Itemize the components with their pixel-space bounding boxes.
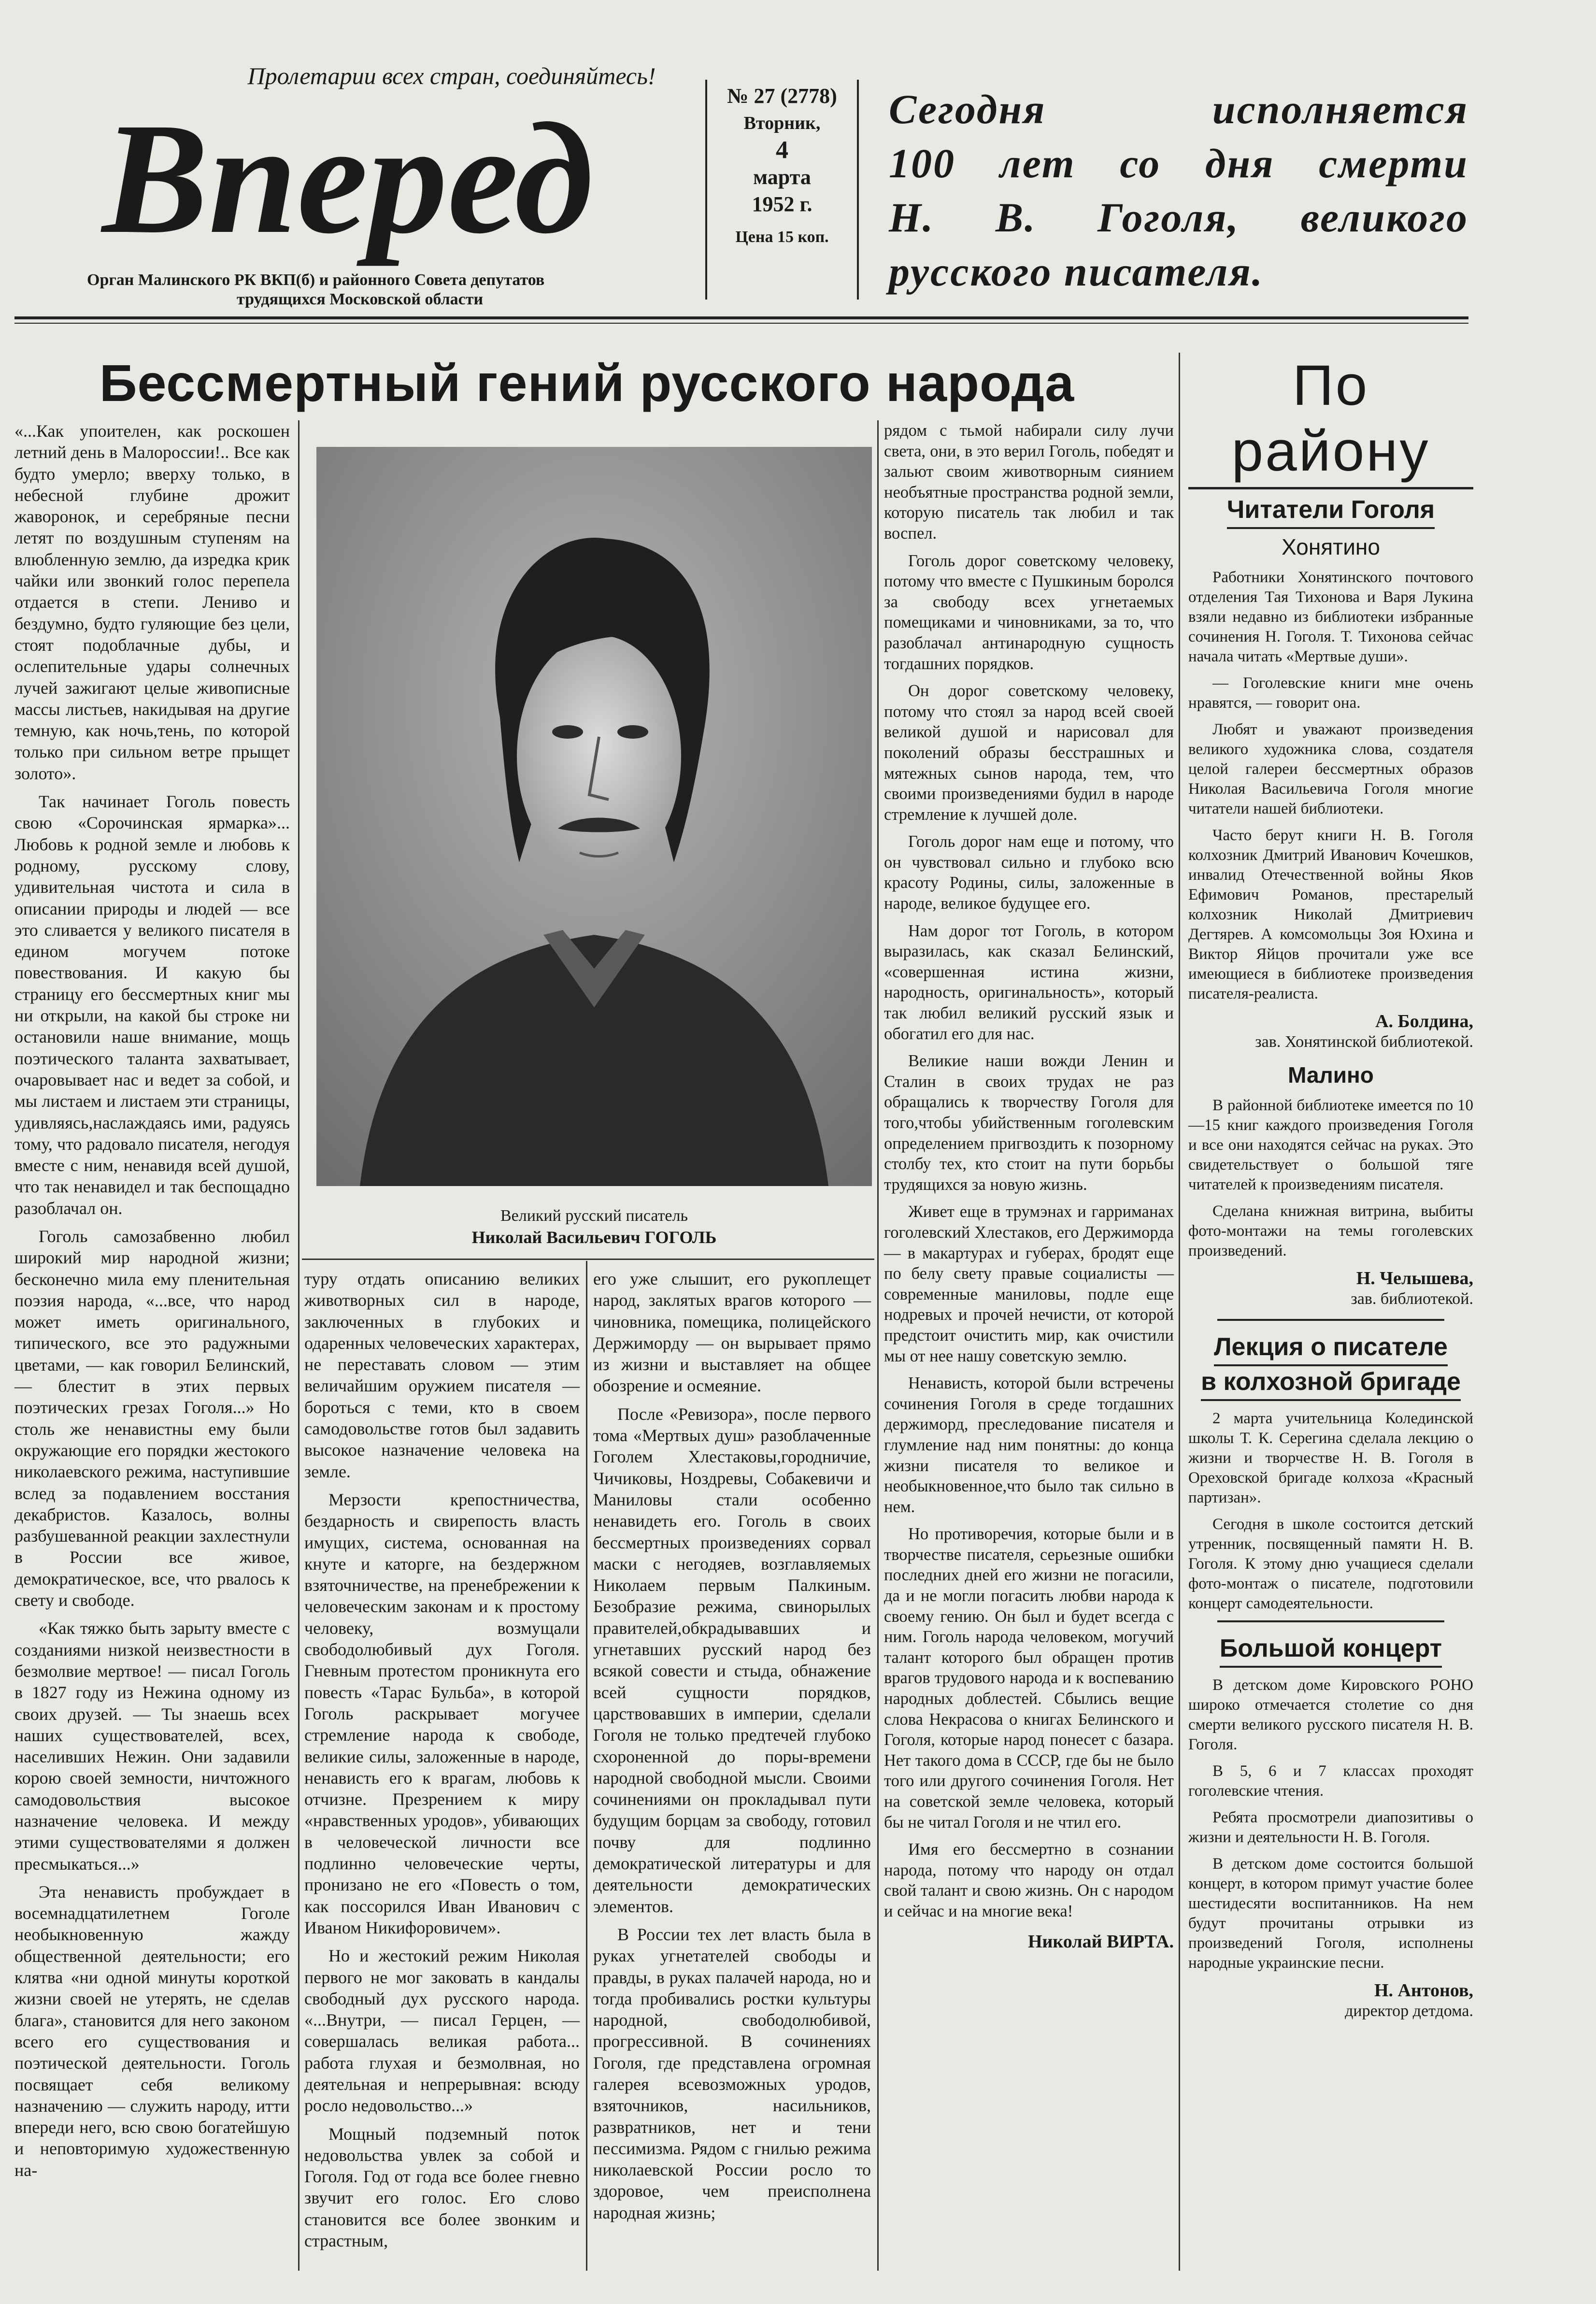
masthead-rule <box>14 316 1468 319</box>
announcement-line-2: 100 лет со дня смерти <box>889 140 1468 186</box>
s3-para-1: 2 марта учительница Колединской школы Т. К. Серегина сделала лекцию о жизни и творчестве Н. В. Гоголя в Ореховской бригаде колхоза «Красный партизан». <box>1188 1410 1473 1506</box>
s2-para-2: Сделана книжная витрина, выбиты фото-монтажи на темы гоголевских произведений. <box>1188 1202 1473 1259</box>
column-rule-2 <box>586 1261 587 2271</box>
s4-title: Большой концерт <box>1220 1633 1442 1668</box>
issue-price: Цена 15 коп. <box>735 228 829 246</box>
section-readers-heading: Читатели Гоголя <box>1227 494 1435 529</box>
announcement-line-4: русского писателя. <box>889 248 1264 295</box>
issue-day: 4 <box>776 136 788 164</box>
organ-line-1: Орган Малинского РК ВКП(б) и районного Совета депутатов <box>87 271 545 289</box>
organ-line-2: трудящихся Московской области <box>237 290 484 308</box>
s1-role: зав. Хонятинской библиотекой. <box>1255 1033 1473 1051</box>
s4-para-3: Ребята просмотрели диапозитивы о жизни и деятельности Н. В. Гоголя. <box>1188 1809 1473 1846</box>
col3-para-2: После «Ревизора», после первого тома «Мертвых душ» разоблаченные Гоголем Хлестаковы,городничие, Чичиковы, Ноздревы, Собакевичи и Маниловы стали особенно ненавидеть его. Гоголь в своих бессмертных произведениях сорвал маски с негодяев, возглавляемых Николаем первым Палкиным. Безобразие режима, свинорылых правителей,обкрадывавших и угнетавших русский народ без всякой совести и стыда, обнажение всей сущности порядков, царствовавших в империи, сделали Гоголя не только предтечей глубоко схороненной до поры-времени народной свободной мысли. Своими сочинениями он прокладывал пути будущим борцам за свободу, готовил почву для подлинно демократической литературы и для деятельности демократических элементов. <box>593 1404 871 1916</box>
gogol-portrait <box>316 447 872 1186</box>
caption-rule <box>302 1259 874 1260</box>
article-column-3 <box>593 1268 871 2230</box>
s1-signature: А. Болдина, <box>1375 1011 1473 1031</box>
district-sidebar <box>1188 353 1473 2031</box>
col4-para-8: Ненависть, которой были встречены сочинения Гоголя в среде тогдашних держиморд, преследование писателя и глумление над ним понятны: до конца жизни писателя то великое и необыкновенное,что было так сильно в нем. <box>884 1374 1174 1516</box>
caption-line-2: Николай Васильевич ГОГОЛЬ <box>471 1228 717 1247</box>
s3-title-line-2: в колхозной бригаде <box>1201 1366 1461 1401</box>
col1-para-1: «...Как упоителен, как роскошен летний день в Малороссии!.. Все как будто умерло; вверху только, в небесной глубине дрожит жаворонок, и серебряные песни летят по воздушным ступеням на влюбленную землю, да изредка крик чайки или звонкий голос перепела отдается в степи. Лениво и бездумно, будто гуляющие без цели, стоят подоблачные дубы, и ослепительные удары солнечных лучей зажигают целые живописные массы листьев, накидывая на другие темную, как ночь,тень, по которой только при сильном ветре прыщет золото». <box>14 421 290 783</box>
col4-para-2: Гоголь дорог советскому человеку, потому что вместе с Пушкиным боролся за свободу всех угнетаемых помещиками и чиновниками, за то, что разоблачал антинародную сущность тогдашних порядков. <box>884 551 1174 673</box>
issue-year: 1952 г. <box>752 192 812 216</box>
section-malino-place: Малино <box>1288 1062 1374 1088</box>
announcement-line-1: Сегодня исполняется <box>889 86 1468 132</box>
s4-para-4: В детском доме состоится большой концерт, в котором примут участие более шестидесяти воспитанников. На нем будут прочитаны отрывки из произведений Гоголя, исполнены народные украинские песни. <box>1188 1855 1473 1972</box>
sidebar-divider-1 <box>1217 1319 1444 1321</box>
col1-para-4: «Как тяжко быть зарыту вместе с созданиями низкой неизвестности в безмолвие мертвое! — писал Гоголь в 1827 году из Нежина одному из своих друзей. — Ты знаешь всех наших существователей, всех, населивших Нежин. Они задавили корою своей земности, ничтожного самодовольствия высокое назначение человека. И между этими существователями я должен пресмыкаться...» <box>14 1618 290 1874</box>
section-concert-body <box>1188 1675 1473 1973</box>
section-malino-body <box>1188 1096 1473 1261</box>
s4-role: директор детдома. <box>1345 2002 1473 2020</box>
section-lecture-body <box>1188 1409 1473 1614</box>
col4-para-6: Великие наши вожди Ленин и Сталин в своих трудах не раз обращались к творчеству Гоголя для того,чтобы убийственным гоголевским определением пригвоздить к позорному столбу тех, кто стоит на пути борьбы трудящихся за новую жизнь. <box>884 1052 1174 1194</box>
col4-para-5: Нам дорог тот Гоголь, в котором выразилась, как сказал Белинский, «совершенная истина жизни, народность, оригинальность», который так любил великий русский язык и обогатил его для нас. <box>884 921 1174 1043</box>
col4-para-1: рядом с тьмой набирали силу лучи света, они, в это верил Гоголь, победят и зальют своим животворным сиянием необъятные пространства родной земли, которую писатель так любил и так воспел. <box>884 421 1174 543</box>
s3-para-2: Сегодня в школе состоится детский утренник, посвященный памяти Н. В. Гоголя. К этому дню учащиеся сделали фото-монтаж о писателе, подготовили концерт самодеятельности. <box>1188 1516 1473 1612</box>
logo-text: Вперед <box>102 90 594 267</box>
section-concert-title <box>1188 1633 1473 1668</box>
s4-para-2: В 5, 6 и 7 классах проходят гоголевские чтения. <box>1188 1762 1473 1800</box>
sidebar-divider-2 <box>1217 1620 1444 1622</box>
col4-para-9: Но противоречия, которые были и в творчестве писателя, серьезные ошибки последних дней его жизни не погасили, да и не могли погасить любви народа к своему гению. Он был и будет всегда с ним. Гоголь народа человеком, могучий талант которого был обращен против врагов трудового народа и к воспеванию народных доблестей. Сбылись вещие слова Некрасова о книгах Белинского и Гоголя, которые народ понесет с базара. Нет такого дома в СССР, где бы не было того или другого сочинения Гоголя. Нет на советской земле человека, который бы не читал Гоголя и не чтил его. <box>884 1525 1174 1832</box>
sidebar-title-rule <box>1188 487 1473 489</box>
col4-para-7: Живет еще в трумэнах и гарриманах гоголевский Хлестаков, его Держиморда — в макартурах и губерах, бродят еще по белу свету правые социалисты — современные маниловы, подле еще нодревых и прочей нечисти, от которой предстоит очистить мир, как очистили мы от нее нашу советскую землю. <box>884 1202 1174 1365</box>
s1-para-4: Часто берут книги Н. В. Гоголя колхозник Дмитрий Иванович Кочешков, инвалид Отечественной войны Яков Ефимович Романов, престарелый колхозник Николай Дмитриевич Дегтярев. А комсомольцы Зоя Юхина и Виктор Яйцов прочитали уже все имеющиеся в библиотеке произведения писателя-реалиста. <box>1188 827 1473 1002</box>
section-lecture-title <box>1188 1331 1473 1401</box>
s2-signature: Н. Челышева, <box>1356 1268 1473 1288</box>
article-column-1 <box>14 420 290 2188</box>
main-headline: Бессмертный гений русского народа <box>99 354 1075 412</box>
s2-para-1: В районной библиотеке имеется по 10—15 книг каждого произведения Гоголя и все они находятся сейчас на руках. Это свидетельствует о большой тяге читателей к произведениям писателя. <box>1188 1097 1473 1193</box>
column-rule-3 <box>877 420 879 2271</box>
anniversary-announcement <box>889 82 1468 299</box>
column-rule-4 <box>1179 353 1180 2271</box>
col3-para-3: В России тех лет власть была в руках угнетателей свободы и правды, в руках палачей народа, но и тогда пробивались ростки культуры народной, свободолюбивой, прогрессивной. В сочинениях Гоголя, где представлена огромная галерея всевозможных уродов, взяточников, насильников, развратников, нет и тени пессимизма. Рядом с гнилью режима николаевской России росло то здоровое, чем преисполнена народная жизнь; <box>593 1924 871 2222</box>
col1-para-3: Гоголь самозабвенно любил широкий мир народной жизни; бесконечно мила ему пленительная поэзия народа, «...все, что народ может иметь оригинального, типического, все это радужными цветами, — как говорил Белинский, — блестит в этих первых поэтических грезах Гоголя...» Но столь же ненавистны ему были окружающие его порядки жестокого николаевского режима, наступившие вслед за подавлением восстания декабристов. Казалось, волны разбушеванной реакции захлестнули в России все живое, демократическое, все, что рвалось к свету и свободе. <box>14 1226 290 1610</box>
s4-signature: Н. Антонов, <box>1374 1980 1473 2001</box>
s1-para-2: — Гоголевские книги мне очень нравятся, — говорит она. <box>1188 674 1473 712</box>
masthead-motto: Пролетарии всех стран, соединяйтесь! <box>247 62 656 89</box>
s4-para-1: В детском доме Кировского РОНО широко отмечается столетие со дня смерти великого русского писателя Н. В. Гоголя. <box>1188 1676 1473 1753</box>
col4-para-4: Гоголь дорог нам еще и потому, что он чувствовал сильно и глубоко всю красоту Родины, силы, заложенные в народе, великое будущее его. <box>884 832 1174 913</box>
col1-para-2: Так начинает Гоголь повесть свою «Сорочинская ярмарка»... Любовь к родной земле и любовь к родному, русскому слову, удивительная чистота и сила в описании природы и людей — все это сливается у великого писателя в едином могучем потоке повествования. И какую бы страницу его бессмертных книг мы ни открыли, на какой бы строке ни остановили наше внимание, мощь поэтического таланта захватывает, очаровывает нас и ведет за собой, и мы листаем и листаем эти страницы, удивляясь,наслаждаясь ими, радуясь тому, что радовало писателя, негодуя вместе с ним, ненавидя всей душой, что так ненавидел и так беспощадно разоблачал он. <box>14 792 290 1218</box>
section-readers-title <box>1188 494 1473 529</box>
col2-para-1: туру отдать описанию великих животворных сил в народе, заключенных в глубоких и одаренных человеческих характерах, не переставать словом — этим величайшим оружием писателя — бороться с теми, кто в своем самодовольстве готов был задавить высокое назначение человека на земле. <box>304 1269 580 1481</box>
col3-para-1: его уже слышит, его рукоплещет народ, заклятых врагов которого — чиновника, помещика, полицейского Держиморду — он вырывает прямо из жизни и выставляет на общее обозрение и осмеяние. <box>593 1269 871 1396</box>
issue-box <box>705 80 859 300</box>
col2-para-4: Мощный подземный поток недовольства увлек за собой и Гоголя. Год от года все более гневно звучит его голос. Его слово становится все более звонким и страстным, <box>304 2124 580 2251</box>
article-column-4 <box>884 420 1174 1952</box>
s2-role: зав. библиотекой. <box>1351 1290 1473 1308</box>
section-readers-place: Хонятино <box>1282 534 1380 559</box>
s1-para-3: Любят и уважают произведения великого художника слова, создателя целой галереи бессмертных образов Николая Васильевича Гоголя многие читатели нашей библиотеки. <box>1188 721 1473 817</box>
s3-title-line-1: Лекция о писателе <box>1214 1331 1448 1366</box>
col1-para-5: Эта ненависть пробуждает в восемнадцатилетнем Гоголе необыкновенную жажду общественной деятельности; его клятва «ни одной минуты короткой жизни своей не утерять, не сделав блага», становится для него законом всего его существования и поэтической деятельности. Гоголь посвящает себя великому назначению — служить народу, итти впереди него, всю свою богатейшую и неповторимую художественную на- <box>14 1882 290 2180</box>
sidebar-title: По району <box>1231 354 1430 483</box>
article-author: Николай ВИРТА. <box>1027 1931 1174 1952</box>
newspaper-logo <box>48 87 647 271</box>
s1-para-1: Работники Хонятинского почтового отделения Тая Тихонова и Варя Лукина взяли недавно из библиотеки избранные сочинения Н. Гоголя. Т. Тихонова сейчас начала читать «Мертвые души». <box>1188 569 1473 665</box>
announcement-line-3: Н. В. Гоголя, великого <box>889 194 1468 241</box>
issue-number: № 27 (2778) <box>727 84 837 108</box>
masthead-rule-thin <box>14 323 1468 324</box>
col2-para-3: Но и жестокий режим Николая первого не мог заковать в кандалы свободный дух русского народа. «...Внутри, — писал Герцен, — совершалась великая работа... работа глухая и безмолвная, но деятельная и непрерывная: всюду росло недовольство...» <box>304 1946 580 2116</box>
article-column-2 <box>304 1268 580 2258</box>
column-rule-1 <box>298 420 299 2271</box>
section-readers-body <box>1188 568 1473 1004</box>
portrait-caption <box>319 1205 869 1249</box>
col4-para-10: Имя его бессмертно в сознании народа, потому что народу он отдал свой талант и свою жизнь. Он с народом и сейчас и на многие века! <box>884 1840 1174 1920</box>
issue-month: марта <box>753 165 811 189</box>
col4-para-3: Он дорог советскому человеку, потому что стоял за народ всей своей великой душой и нарисовал для поколений образы бесстрашных и мятежных сынов народа, тем, что своими произведениями будил в народе стремление к лучшей доле. <box>884 682 1174 824</box>
organ-line <box>87 271 633 309</box>
issue-weekday: Вторник, <box>743 113 821 133</box>
col2-para-2: Мерзости крепостничества, бездарность и свирепость власть имущих, система, основанная на кнуте и каторге, на бездержном взяточничестве, на пренебрежении к человеческим законам и к простому человеку, возмущали свободолюбивый дух Гоголя. Гневным протестом проникнута его повесть «Тарас Бульба», в которой Гоголь раскрывает могучее стремление народа к свободе, великие силы, заложенные в народе, ненависть его к врагам, любовь к отчизне. Презрением к миру «нравственных уродов», убивающих в человеческой личности все подлинно человеческие черты, пронизано не его «Повесть о том, как поссорился Иван Иванович с Иваном Никифоровичем». <box>304 1489 580 1937</box>
caption-line-1: Великий русский писатель <box>500 1207 688 1225</box>
